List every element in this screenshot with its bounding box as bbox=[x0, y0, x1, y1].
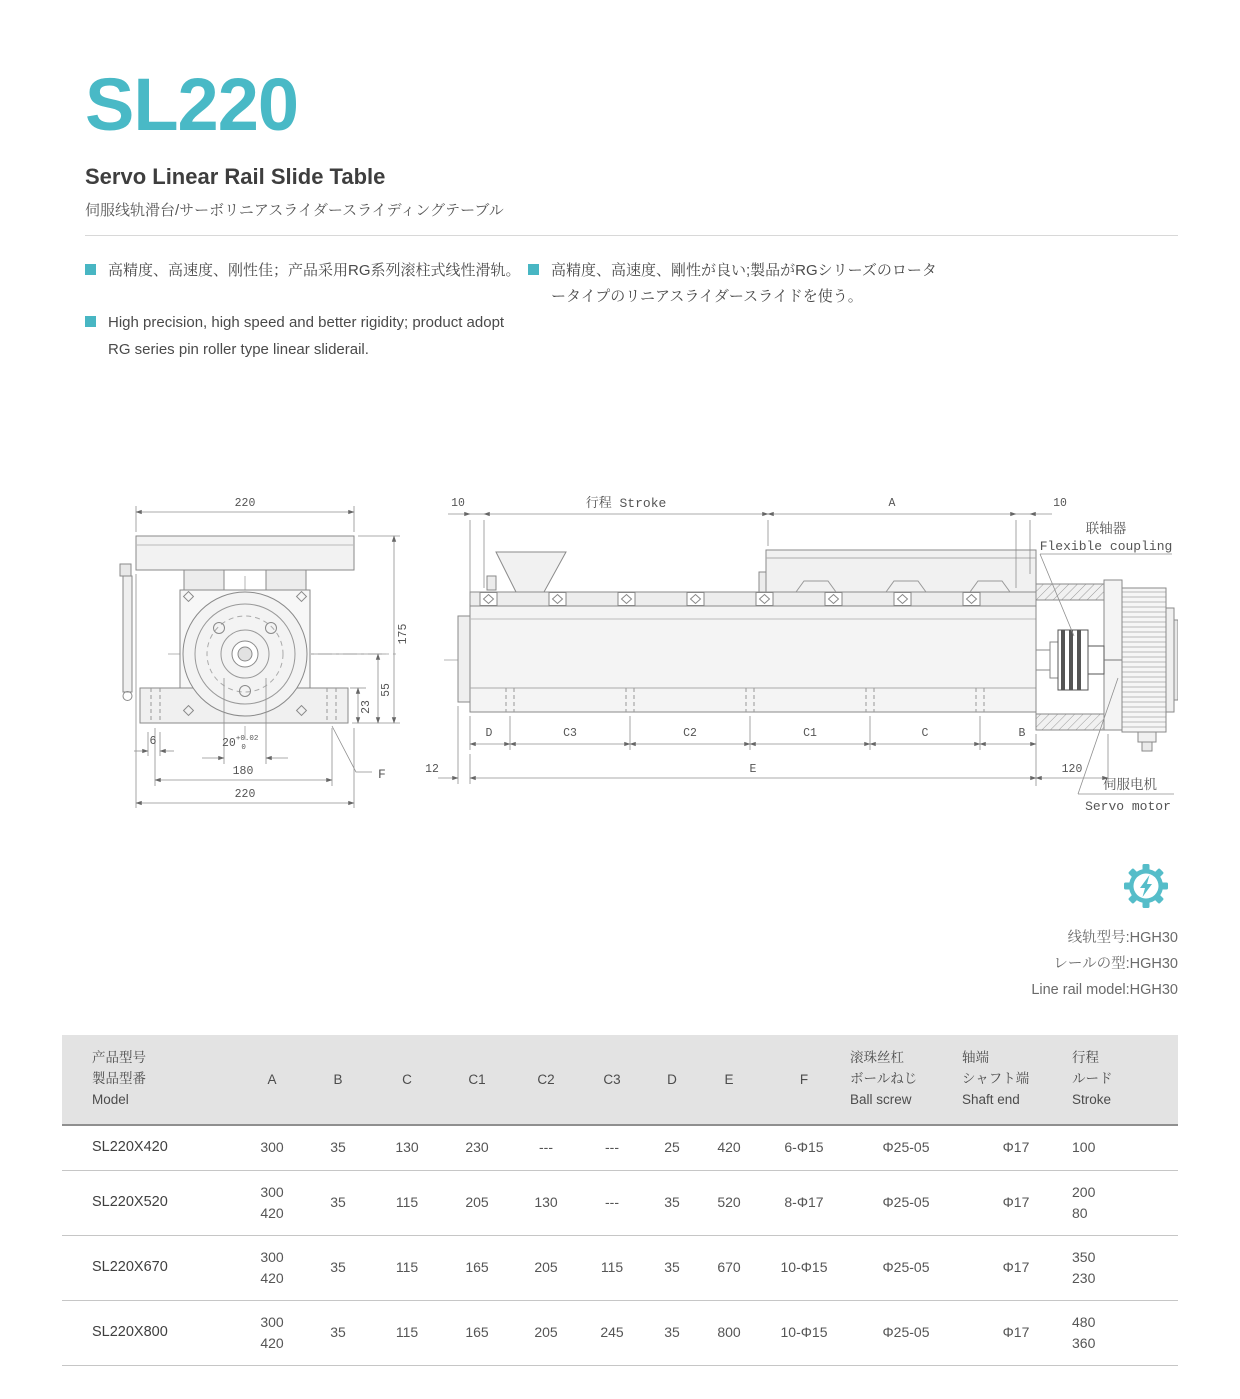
cell-c3: 245 bbox=[580, 1300, 644, 1365]
cell-ball-screw: Φ25-05 bbox=[850, 1235, 962, 1300]
dim-d: D bbox=[485, 727, 493, 740]
side-view-drawing bbox=[418, 488, 1178, 826]
rail-model-en: Line rail model:HGH30 bbox=[1031, 982, 1178, 999]
dim-c: C bbox=[921, 727, 929, 740]
header-c: C bbox=[372, 1035, 442, 1125]
dim-top-220: 220 bbox=[234, 497, 256, 510]
dim-10-right: 10 bbox=[1053, 497, 1067, 510]
dim-bottom-220: 220 bbox=[234, 788, 256, 801]
cell-c: 115 bbox=[372, 1235, 442, 1300]
dim-a: A bbox=[888, 497, 896, 510]
spec-table bbox=[62, 1035, 1178, 1366]
feature-item-zh bbox=[85, 258, 528, 284]
cell-a: 300 420 bbox=[240, 1170, 304, 1235]
dim-6: 6 bbox=[149, 735, 157, 748]
header bbox=[85, 63, 1178, 236]
cell-d: 35 bbox=[644, 1170, 700, 1235]
dim-23: 23 bbox=[360, 700, 373, 714]
cell-shaft-end: Φ17 bbox=[962, 1235, 1070, 1300]
rail-model-ja: レールの型:HGH30 bbox=[1053, 956, 1178, 973]
dim-20-tolerance: $20^{+0.02}$ 0 bbox=[222, 735, 259, 752]
feature-text-en: High precision, high speed and better rigidity; product adopt RG series pin roller type linear sliderail. bbox=[108, 314, 505, 358]
cell-c1: 165 bbox=[442, 1235, 512, 1300]
cell-c2: 130 bbox=[512, 1170, 580, 1235]
cell-shaft-end: Φ17 bbox=[962, 1125, 1070, 1170]
product-title-en: Servo Linear Rail Slide Table bbox=[85, 164, 386, 189]
dim-180: 180 bbox=[232, 765, 254, 778]
dim-10-left: 10 bbox=[451, 497, 465, 510]
table-row bbox=[62, 1300, 1178, 1365]
cell-c: 115 bbox=[372, 1170, 442, 1235]
feature-text-ja: 高精度、高速度、剛性が良い;製品がRGシリーズのロータータイプのリニアスライダースライドを使う。 bbox=[551, 262, 937, 306]
feature-item-en bbox=[85, 310, 528, 363]
rail-model-zh: 线轨型号:HGH30 bbox=[1067, 930, 1178, 946]
cell-d: 35 bbox=[644, 1235, 700, 1300]
cell-c3: --- bbox=[580, 1125, 644, 1170]
label-f: F bbox=[378, 767, 386, 782]
cell-d: 35 bbox=[644, 1300, 700, 1365]
cell-model: SL220X520 bbox=[62, 1170, 240, 1235]
dim-height-175: 175 bbox=[397, 623, 410, 645]
cell-ball-screw: Φ25-05 bbox=[850, 1300, 962, 1365]
feature-text-zh: 高精度、高速度、刚性佳；产品采用RG系列滚柱式线性滑轨。 bbox=[108, 262, 521, 279]
front-view-drawing bbox=[96, 488, 426, 823]
page-title: SL220 bbox=[85, 63, 299, 146]
motor-label-cjk: 伺服电机 bbox=[1103, 777, 1157, 792]
cell-c2: 205 bbox=[512, 1300, 580, 1365]
header-a: A bbox=[240, 1035, 304, 1125]
header-f: F bbox=[758, 1035, 850, 1125]
bullet-square-icon bbox=[85, 316, 96, 327]
cell-f: 6-Φ15 bbox=[758, 1125, 850, 1170]
dim-e: E bbox=[749, 763, 757, 776]
cell-stroke: 480 360 bbox=[1070, 1300, 1178, 1365]
header-d: D bbox=[644, 1035, 700, 1125]
cell-e: 670 bbox=[700, 1235, 758, 1300]
coupling-label-en: Flexible coupling bbox=[1039, 539, 1173, 554]
cell-ball-screw: Φ25-05 bbox=[850, 1170, 962, 1235]
rail-model-block bbox=[1031, 862, 1178, 1003]
table-header-row bbox=[62, 1035, 1178, 1125]
cell-model: SL220X420 bbox=[62, 1125, 240, 1170]
dim-c1: C1 bbox=[803, 727, 817, 740]
header-c1: C1 bbox=[442, 1035, 512, 1125]
cell-b: 35 bbox=[304, 1170, 372, 1235]
feature-item-ja bbox=[528, 258, 948, 311]
table-row bbox=[62, 1235, 1178, 1300]
cell-c2: 205 bbox=[512, 1235, 580, 1300]
cell-c1: 205 bbox=[442, 1170, 512, 1235]
cell-a: 300 420 bbox=[240, 1300, 304, 1365]
feature-column-right bbox=[528, 258, 948, 389]
cell-f: 8-Φ17 bbox=[758, 1170, 850, 1235]
cell-model: SL220X670 bbox=[62, 1235, 240, 1300]
dim-c2: C2 bbox=[683, 727, 697, 740]
header-b: B bbox=[304, 1035, 372, 1125]
dim-c3: C3 bbox=[563, 727, 577, 740]
bullet-square-icon bbox=[528, 264, 539, 275]
bullet-square-icon bbox=[85, 264, 96, 275]
cell-stroke: 100 bbox=[1070, 1125, 1178, 1170]
dim-b: B bbox=[1018, 727, 1026, 740]
product-title-cjk: 伺服线轨滑台/サーボリニアスライダースライディングテーブル bbox=[85, 202, 504, 219]
cell-c1: 230 bbox=[442, 1125, 512, 1170]
cell-e: 800 bbox=[700, 1300, 758, 1365]
cell-c: 130 bbox=[372, 1125, 442, 1170]
cell-e: 420 bbox=[700, 1125, 758, 1170]
cell-c3: 115 bbox=[580, 1235, 644, 1300]
header-e: E bbox=[700, 1035, 758, 1125]
header-c2: C2 bbox=[512, 1035, 580, 1125]
header-c3: C3 bbox=[580, 1035, 644, 1125]
motor-label-en: Servo motor bbox=[1085, 799, 1171, 814]
table-row bbox=[62, 1125, 1178, 1170]
cell-b: 35 bbox=[304, 1300, 372, 1365]
cell-e: 520 bbox=[700, 1170, 758, 1235]
cell-stroke: 200 80 bbox=[1070, 1170, 1178, 1235]
cell-model: SL220X800 bbox=[62, 1300, 240, 1365]
cell-ball-screw: Φ25-05 bbox=[850, 1125, 962, 1170]
cell-b: 35 bbox=[304, 1125, 372, 1170]
cell-f: 10-Φ15 bbox=[758, 1300, 850, 1365]
header-ball-screw: 滚珠丝杠 ボールねじ Ball screw bbox=[850, 1035, 962, 1125]
header-shaft-end: 轴端 シャフト端 Shaft end bbox=[962, 1035, 1070, 1125]
dim-stroke-label: 行程 Stroke bbox=[585, 496, 667, 511]
table-row bbox=[62, 1170, 1178, 1235]
cell-stroke: 350 230 bbox=[1070, 1235, 1178, 1300]
header-stroke: 行程 ルード Stroke bbox=[1070, 1035, 1178, 1125]
cell-c: 115 bbox=[372, 1300, 442, 1365]
cell-a: 300 420 bbox=[240, 1235, 304, 1300]
cell-c3: --- bbox=[580, 1170, 644, 1235]
dim-12: 12 bbox=[425, 763, 439, 776]
header-divider bbox=[85, 235, 1178, 236]
cell-shaft-end: Φ17 bbox=[962, 1170, 1070, 1235]
cell-f: 10-Φ15 bbox=[758, 1235, 850, 1300]
dim-55: 55 bbox=[380, 683, 393, 697]
dim-120: 120 bbox=[1061, 763, 1083, 776]
feature-column-left bbox=[85, 258, 528, 389]
feature-section bbox=[85, 258, 1178, 389]
header-model: 产品型号 製品型番 Model bbox=[62, 1035, 240, 1125]
cell-d: 25 bbox=[644, 1125, 700, 1170]
cell-c1: 165 bbox=[442, 1300, 512, 1365]
gear-bolt-icon bbox=[1122, 862, 1170, 915]
cell-b: 35 bbox=[304, 1235, 372, 1300]
cell-c2: --- bbox=[512, 1125, 580, 1170]
coupling-label-cjk: 联轴器 bbox=[1085, 521, 1127, 536]
cell-a: 300 bbox=[240, 1125, 304, 1170]
cell-shaft-end: Φ17 bbox=[962, 1300, 1070, 1365]
